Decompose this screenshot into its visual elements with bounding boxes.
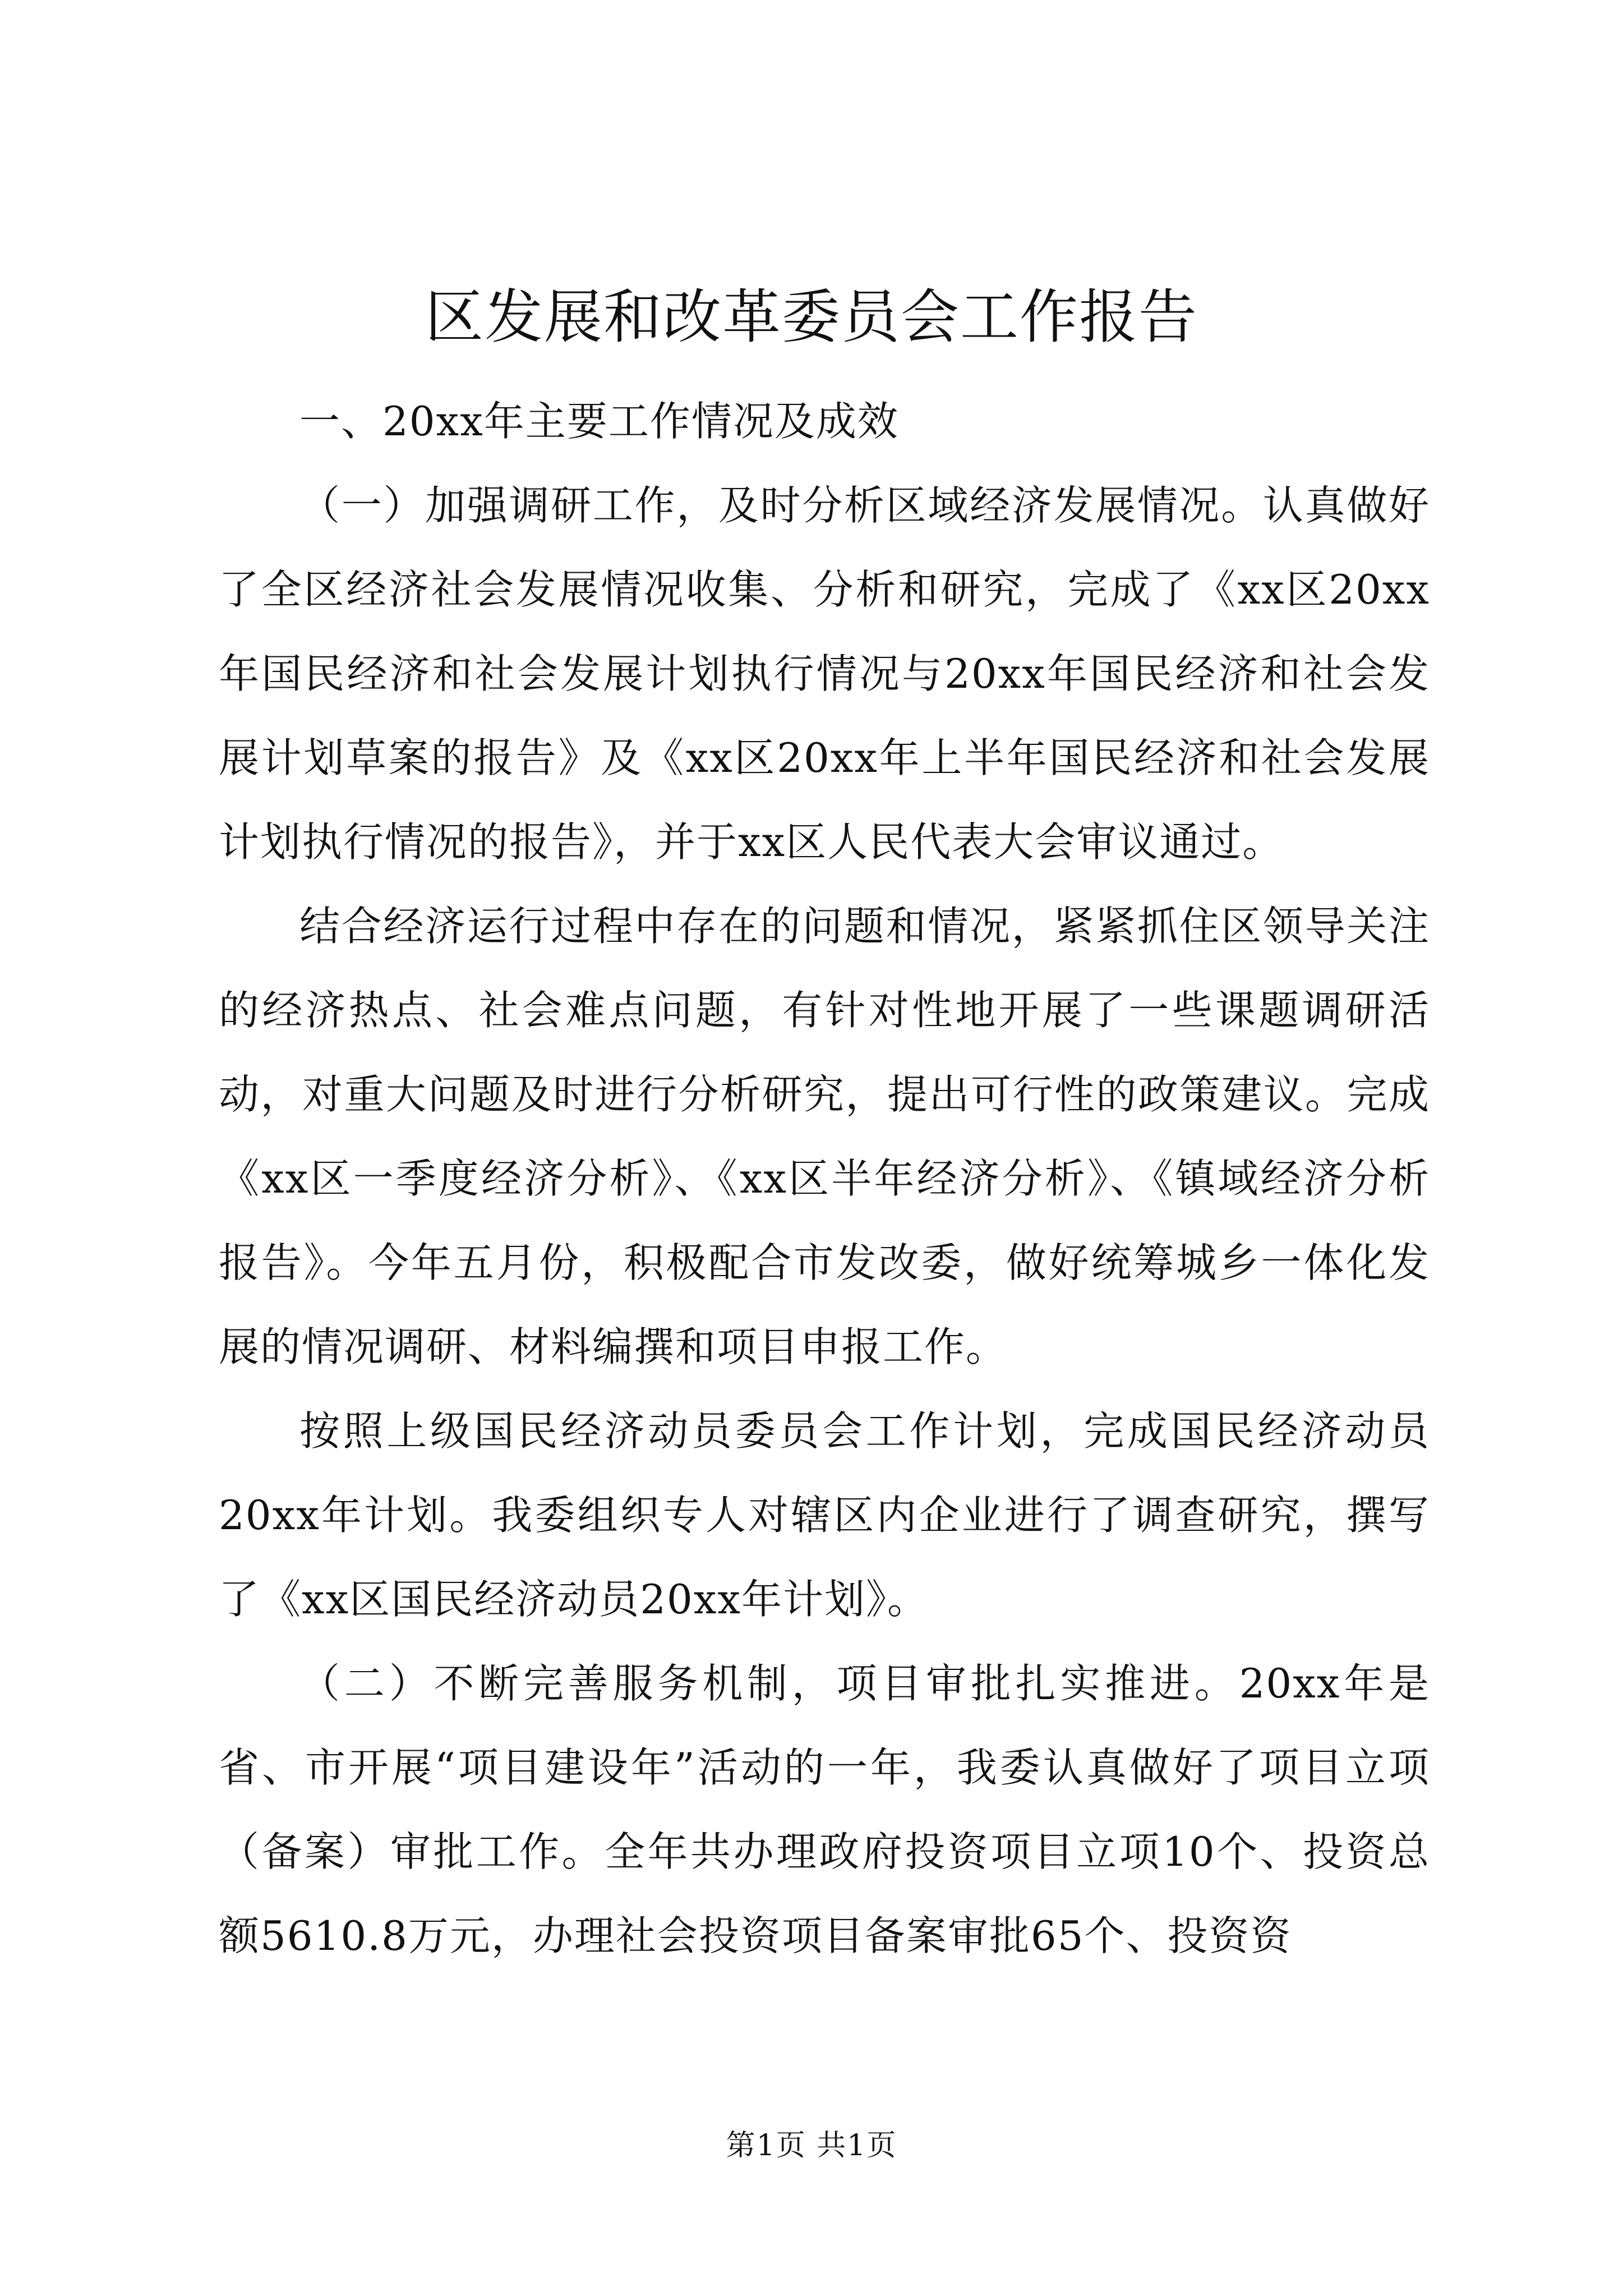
paragraph: 按照上级国民经济动员委员会工作计划，完成国民经济动员20xx年计划。我委组织专人对辖区内企业进行了调查研究，撰写了《xx区国民经济动员20xx年计划》。 — [219, 1407, 1430, 1623]
section-heading: 一、20xx年主要工作情况及成效 — [299, 398, 899, 445]
page-footer: 第1页 共1页 — [726, 2129, 897, 2162]
paragraph: 结合经济运行过程中存在的问题和情况，紧紧抓住区领导关注的经济热点、社会难点问题，有针对性地开展了一些课题调研活动，对重大问题及时进行分析研究，提出可行性的政策建议。完成《xx区一季度经济分析》、《xx区半年经济分析》、《镇域经济分析报告》。今年五月份，积极配合市发改委，做好统筹城乡一体化发展的情况调研、材料编撰和项目申报工作。 — [219, 903, 1430, 1370]
paragraph: （二）不断完善服务机制，项目审批扎实推进。20xx年是省、市开展“项目建设年”活动的一年，我委认真做好了项目立项（备案）审批工作。全年共办理政府投资项目立项10个、投资总额5610.8万元，办理社会投资项目备案审批65个、投资资 — [219, 1660, 1430, 1959]
document-body — [219, 379, 1430, 1978]
paragraph: （一）加强调研工作，及时分析区域经济发展情况。认真做好了全区经济社会发展情况收集、分析和研究，完成了《xx区20xx年国民经济和社会发展计划执行情况与20xx年国民经济和社会发展计划草案的报告》及《xx区20xx年上半年国民经济和社会发展计划执行情况的报告》，并于xx区人民代表大会审议通过。 — [219, 482, 1430, 866]
document-title: 区发展和改革委员会工作报告 — [425, 283, 1198, 351]
